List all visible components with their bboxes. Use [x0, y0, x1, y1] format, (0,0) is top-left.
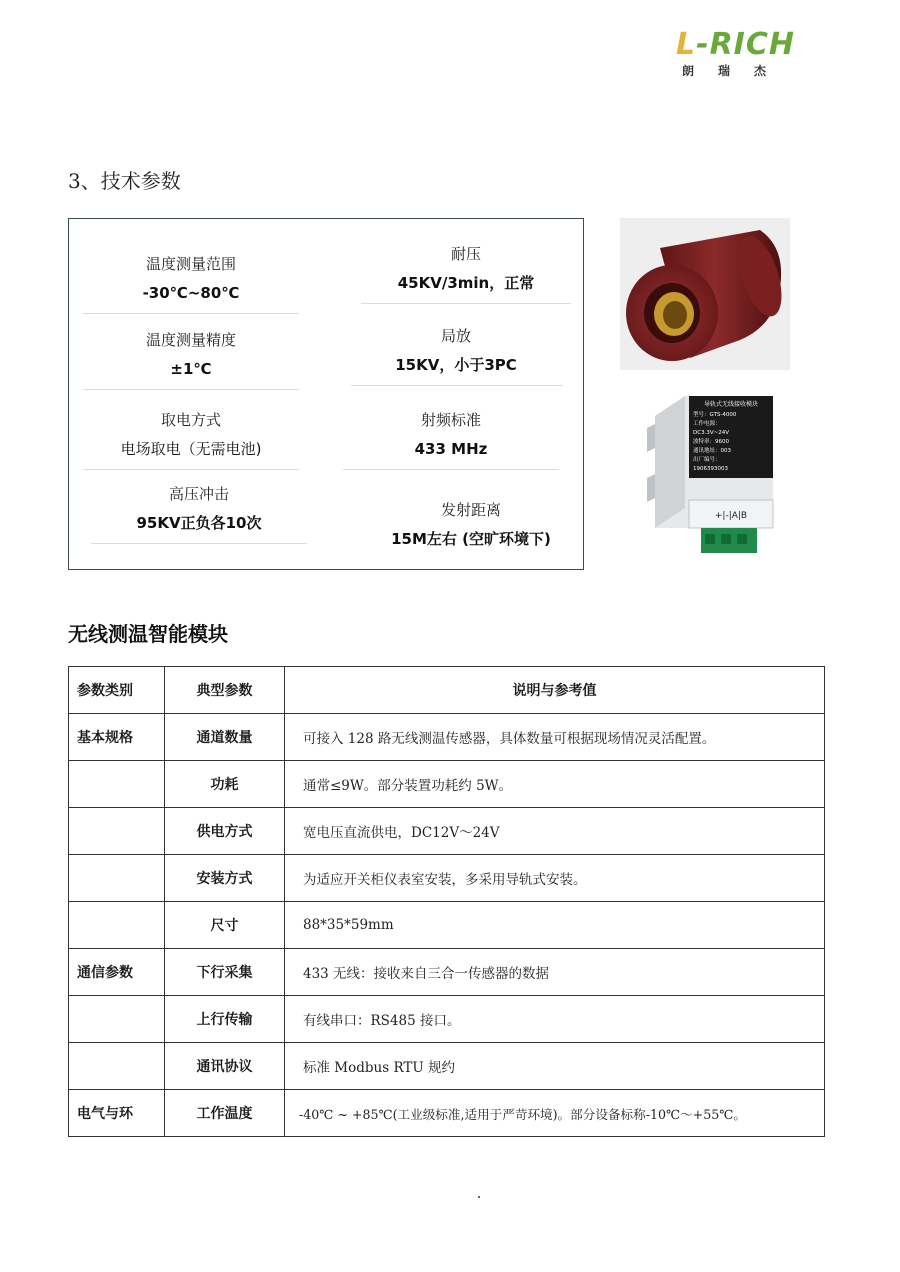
table-row [69, 761, 825, 808]
table-cell-param: 工作温度 [165, 1090, 285, 1137]
table-header-cell: 说明与参考值 [285, 667, 825, 714]
table-row [69, 808, 825, 855]
param-label: 温度测量精度 [145, 331, 236, 349]
divider [361, 303, 571, 304]
spec-table [68, 666, 825, 1137]
divider [83, 313, 299, 314]
module-label-addr: 通讯地址：003 [693, 448, 731, 454]
company-logo [676, 28, 808, 80]
param-label: 局放 [440, 327, 471, 345]
table-title: 无线测温智能模块 [68, 622, 228, 646]
param-label: 发射距离 [440, 501, 501, 519]
table-cell-category [69, 855, 165, 902]
table-cell-param: 上行传输 [165, 996, 285, 1043]
table-cell-desc: 可接入 128 路无线测温传感器，具体数量可根据现场情况灵活配置。 [285, 714, 825, 761]
table-cell-param: 通道数量 [165, 714, 285, 761]
param-value: 95KV正负各10次 [136, 514, 262, 532]
table-header-cell: 参数类别 [69, 667, 165, 714]
param-label: 射频标准 [420, 411, 481, 429]
module-label-title: 导轨式无线接收模块 [703, 401, 759, 408]
table-cell-desc: 88*35*59mm [285, 902, 825, 949]
table-cell-category: 电气与环 [69, 1090, 165, 1137]
cylinder-sensor-icon [620, 218, 790, 370]
table-row [69, 714, 825, 761]
table-cell-desc: -40℃ ~ +85℃(工业级标准,适用于严苛环境)。部分设备标称-10℃～+55℃。 [285, 1090, 825, 1137]
module-label-serial-head: 出厂编号： [693, 457, 721, 463]
table-cell-desc: 有线串口：RS485 接口。 [285, 996, 825, 1043]
table-row [69, 855, 825, 902]
param-withstand-voltage [361, 243, 571, 304]
table-cell-category [69, 808, 165, 855]
table-cell-param: 安装方式 [165, 855, 285, 902]
table-cell-desc: 通常≤9W。部分装置功耗约 5W。 [285, 761, 825, 808]
param-partial-discharge [351, 325, 561, 386]
param-label: 取电方式 [160, 411, 221, 429]
module-label-voltage-head: 工作电源： [693, 421, 721, 427]
param-value: 45KV/3min，正常 [397, 274, 535, 292]
param-label: 温度测量范围 [145, 255, 236, 273]
table-cell-param: 下行采集 [165, 949, 285, 996]
rail-module-icon [645, 388, 780, 563]
table-row [69, 1043, 825, 1090]
param-label: 高压冲击 [168, 485, 229, 503]
table-row [69, 949, 825, 996]
page-mark [478, 1196, 480, 1198]
table-cell-category: 通信参数 [69, 949, 165, 996]
param-value: 433 MHz [414, 440, 488, 458]
table-cell-category [69, 1043, 165, 1090]
table-cell-category [69, 761, 165, 808]
param-rf-standard [341, 409, 561, 470]
table-cell-param: 功耗 [165, 761, 285, 808]
param-power-method [81, 409, 301, 470]
param-value: ±1℃ [170, 360, 212, 378]
module-label-serial: 1906393003 [693, 466, 728, 472]
table-cell-desc: 433 无线：接收来自三合一传感器的数据 [285, 949, 825, 996]
param-transmit-distance [371, 499, 571, 550]
table-cell-desc: 为适应开关柜仪表室安装，多采用导轨式安装。 [285, 855, 825, 902]
table-cell-param: 供电方式 [165, 808, 285, 855]
param-high-voltage-impulse [89, 483, 309, 544]
param-value: 15M左右 (空旷环境下) [391, 530, 551, 548]
divider [343, 469, 559, 470]
module-terminal-labels: +|-|A|B [714, 511, 748, 521]
table-cell-desc: 宽电压直流供电，DC12V～24V [285, 808, 825, 855]
param-value: 15KV，小于3PC [395, 356, 517, 374]
table-header-row [69, 667, 825, 714]
table-cell-param: 尺寸 [165, 902, 285, 949]
table-header-cell: 典型参数 [165, 667, 285, 714]
param-label: 耐压 [450, 245, 481, 263]
table-row [69, 1090, 825, 1137]
table-cell-category: 基本规格 [69, 714, 165, 761]
module-label-voltage: DC3.3V~24V [693, 430, 729, 436]
sensor-product-image [620, 218, 790, 370]
section-title: 3、技术参数 [68, 169, 181, 193]
parameter-card [68, 218, 584, 570]
table-cell-param: 通讯协议 [165, 1043, 285, 1090]
param-value: -30℃~80℃ [142, 284, 240, 302]
module-label-model: 型号：GTS-4000 [693, 412, 737, 418]
logo-chinese-name: 朗瑞杰 [682, 64, 791, 78]
table-cell-category [69, 902, 165, 949]
table-row [69, 902, 825, 949]
divider [83, 389, 299, 390]
table-cell-category [69, 996, 165, 1043]
divider [351, 385, 563, 386]
param-value: 电场取电（无需电池) [120, 440, 262, 458]
divider [91, 543, 307, 544]
divider [83, 469, 299, 470]
logo-wordmark: L-RICH [676, 27, 795, 62]
module-product-image [645, 388, 780, 563]
module-label-baud: 波特率：9600 [693, 439, 729, 445]
table-row [69, 996, 825, 1043]
table-cell-desc: 标准 Modbus RTU 规约 [285, 1043, 825, 1090]
param-temp-accuracy [81, 329, 301, 390]
param-temp-range [81, 253, 301, 314]
